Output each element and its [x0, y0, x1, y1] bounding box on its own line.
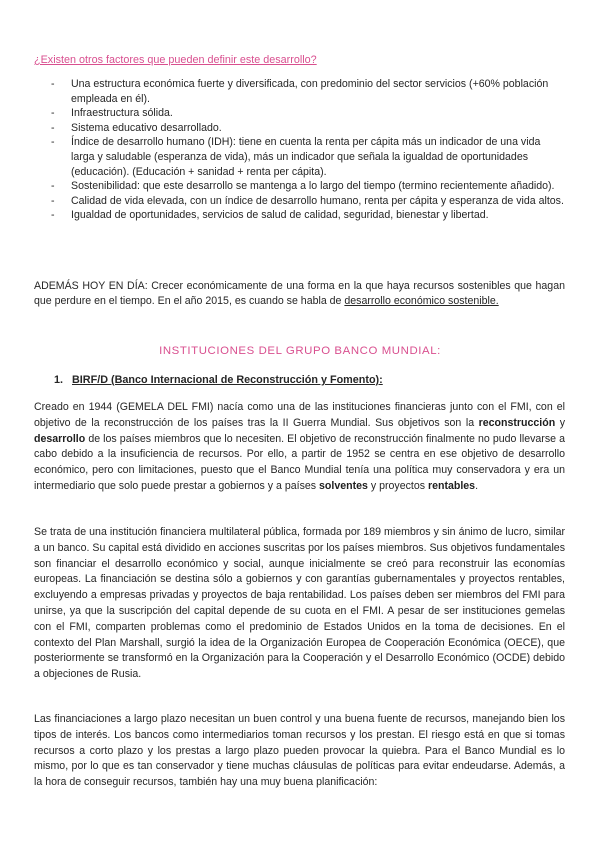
paragraph-history: Creado en 1944 (GEMELA DEL FMI) nacía como una de las instituciones financieras junto con el FMI, con el objetivo de la reconstrucción de los países tras la II Guerra Mundial. Sus objetivos son la reconstrucción y desarrollo de los países miembros que lo necesiten. El objetivo de reconstrucción finalmente no pudo llevarse a cabo debido a la insuficiencia de recursos. Por ello, a partir de 1952 se centra en ese objetivo de desarrollo económico, pero con limitaciones, puesto que el Banco Mundial tenía una política muy conservadora y era un intermediario que solo puede prestar a gobiernos y a países solventes y proyectos rentables. [34, 401, 565, 492]
bullet-marker: - [51, 121, 55, 134]
subsection-title-text: BIRF/D (Banco Internacional de Reconstrucción y Fomento): [72, 374, 383, 386]
bullet-marker: - [51, 180, 55, 193]
bullet-marker: - [51, 136, 55, 149]
list-item: - Sistema educativo desarrollado. [51, 121, 222, 134]
bullet-marker: - [51, 107, 55, 120]
subsection-number: 1. [54, 374, 64, 386]
list-item: - Infraestructura sólida. [51, 107, 173, 120]
bullet-marker: - [51, 78, 55, 90]
keyword-reconstruccion: reconstrucción [478, 416, 556, 429]
keyword-rentables: rentables [427, 479, 476, 492]
keyword-solventes: solventes [319, 479, 368, 492]
list-item: - Sostenibilidad: que este desarrollo se mantenga a lo largo del tiempo (termino recientemente añadido). [51, 180, 555, 193]
factor-list [51, 77, 566, 223]
subsection-title [54, 373, 383, 388]
paragraph-financing: Las financiaciones a largo plazo necesitan un buen control y una buena fuente de recursos, manejando bien los tipos de interés. Los bancos como intermediarios toman recursos y los prestan. El riesgo está en que si tomas recursos a corto plazo y los prestas a largo plazo pueden provocar la quiebra. Para el Banco Mundial es lo mismo, por lo que es tan conservador y tiene muchas cláusulas de políticas para evitar endeudarse. Además, a la hora de conseguir recursos, también hay una muy buena planificación: [34, 713, 565, 789]
question-heading: ¿Existen otros factores que pueden definir este desarrollo? [34, 54, 317, 66]
bullet-marker: - [51, 209, 55, 222]
section-heading: INSTITUCIONES DEL GRUPO BANCO MUNDIAL: [159, 345, 441, 357]
paragraph-institution: Se trata de una institución financiera multilateral pública, formada por 189 miembros y sin ánimo de lucro, similar a un banco. Su capital está dividido en acciones suscritas por los países miembros. Sus objetivos fundamentales son financiar el desarrollo económico y social, aunque inicialmente se creó para reconstruir las economías europeas. La financiación se destina sólo a gobiernos y con garantías gubernamentales y proyectos rentables, excluyendo a empresas privadas y proyectos de baja rentabilidad. Los países deben ser miembros del FMI para unirse, ya que la suscripción del capital depende de su cuota en el FMI. A pesar de ser instituciones gemelas con el FMI, comparten problemas como el predominio de Estados Unidos en la toma de decisiones. En el contexto del Plan Marshall, surgió la idea de la Organización Europea de Cooperación Económica (OECE), que posteriormente se transformó en la Organización para la Cooperación y el Desarrollo Económico (OCDE) debido a objeciones de Rusia. [34, 526, 565, 681]
bullet-marker: - [51, 194, 55, 207]
keyword-desarrollo: desarrollo [34, 432, 86, 445]
sustainable-development-term: desarrollo económico sostenible. [344, 294, 499, 307]
today-paragraph: ADEMÁS HOY EN DÍA: Crecer económicamente de una forma en la que haya recursos sostenibles que hagan que perdure en el tiempo. En el año 2015, es cuando se habla de desarrollo económico sostenible. [34, 280, 565, 307]
list-item: - Índice de desarrollo humano (IDH): tiene en cuenta la renta per cápita más un indicador de una vida larga y saludable (esperanza de vida), más un indicador que señala la igualdad de oportunidades (educación). (Educación + sanidad + renta per cápita). [51, 136, 541, 178]
list-item: - Igualdad de oportunidades, servicios de salud de calidad, seguridad, bienestar y libertad. [51, 209, 489, 222]
list-item: - Calidad de vida elevada, con un índice de desarrollo humano, renta per cápita y esperanza de vida altos. [51, 194, 564, 207]
list-item: - Una estructura económica fuerte y diversificada, con predominio del sector servicios (+60% población empleada en él). [51, 78, 549, 105]
